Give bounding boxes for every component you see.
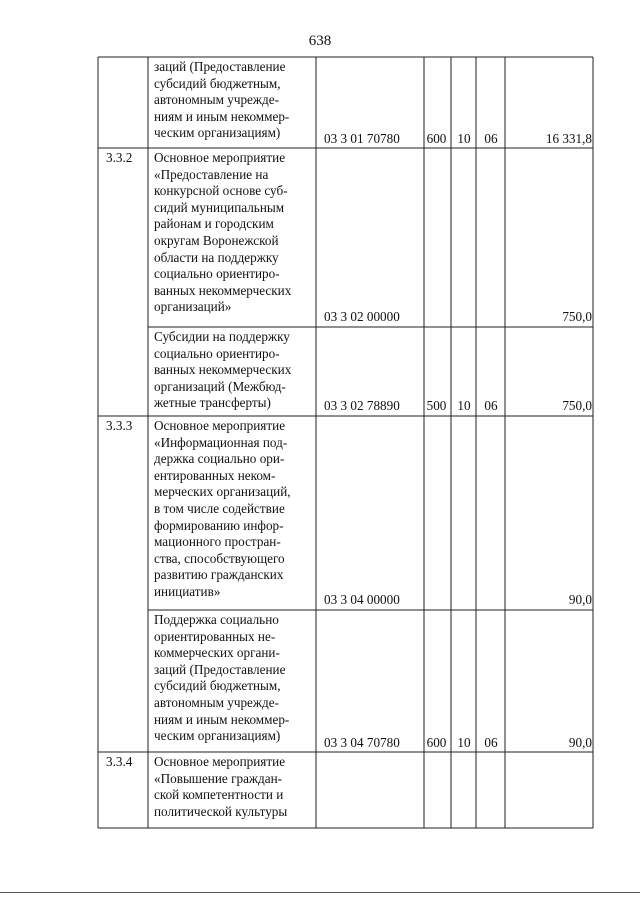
- row-pr-cell: 06: [484, 735, 498, 750]
- scan-edge-line: [0, 892, 640, 893]
- row-sum-cell: 90,0: [568, 735, 592, 750]
- row-name-cell: заций (Предоставление субсидий бюджетным, автономным учрежде- ниям и иным некоммер- ческим организациям): [154, 59, 290, 141]
- row-rz-cell: 10: [457, 398, 471, 413]
- row-pr-cell: 06: [484, 398, 498, 413]
- row-code-cell: 03 3 02 00000: [324, 309, 400, 324]
- row-number-cell: 3.3.3: [106, 418, 133, 433]
- row-rz-cell: 10: [457, 131, 471, 146]
- page-number: 638: [308, 33, 332, 49]
- row-name-cell: Основное мероприятие «Предоставление на конкурсной основе суб- сидий муниципальным районам и городским округам Воронежской области на поддержку социально ориентиро- ванных некоммерческих организаций»: [154, 150, 292, 315]
- row-sum-cell: 16 331,8: [545, 131, 592, 146]
- row-vr-cell: 500: [426, 398, 447, 413]
- row-number-cell: 3.3.2: [106, 150, 133, 165]
- row-name-cell: Субсидии на поддержку социально ориентиро- ванных некоммерческих организаций (Межбюд- жетные трансферты): [154, 329, 292, 411]
- row-rz-cell: 10: [457, 735, 471, 750]
- row-number-cell: 3.3.4: [106, 754, 133, 769]
- row-sum-cell: 750,0: [562, 398, 592, 413]
- row-name-cell: Поддержка социально ориентированных не- коммерческих органи- заций (Предоставление субсидий бюджетным, автономным учрежде- ниям и иным некоммер- ческим организациям): [154, 612, 290, 744]
- row-vr-cell: 600: [426, 735, 447, 750]
- row-code-cell: 03 3 01 70780: [324, 131, 400, 146]
- row-code-cell: 03 3 02 78890: [324, 398, 400, 413]
- row-pr-cell: 06: [484, 131, 498, 146]
- row-vr-cell: 600: [426, 131, 447, 146]
- row-name-cell: Основное мероприятие «Информационная под- держка социально ори- ентированных неком- мерческих организаций, в том числе содействие формированию инфор- мационного простран- ства, способствующего развитию гражданских инициатив»: [154, 418, 291, 599]
- row-sum-cell: 750,0: [562, 309, 592, 324]
- row-code-cell: 03 3 04 00000: [324, 592, 400, 607]
- row-name-cell: Основное мероприятие «Повышение граждан- ской компетентности и политической культуры: [154, 754, 288, 819]
- row-code-cell: 03 3 04 70780: [324, 735, 400, 750]
- row-sum-cell: 90,0: [568, 592, 592, 607]
